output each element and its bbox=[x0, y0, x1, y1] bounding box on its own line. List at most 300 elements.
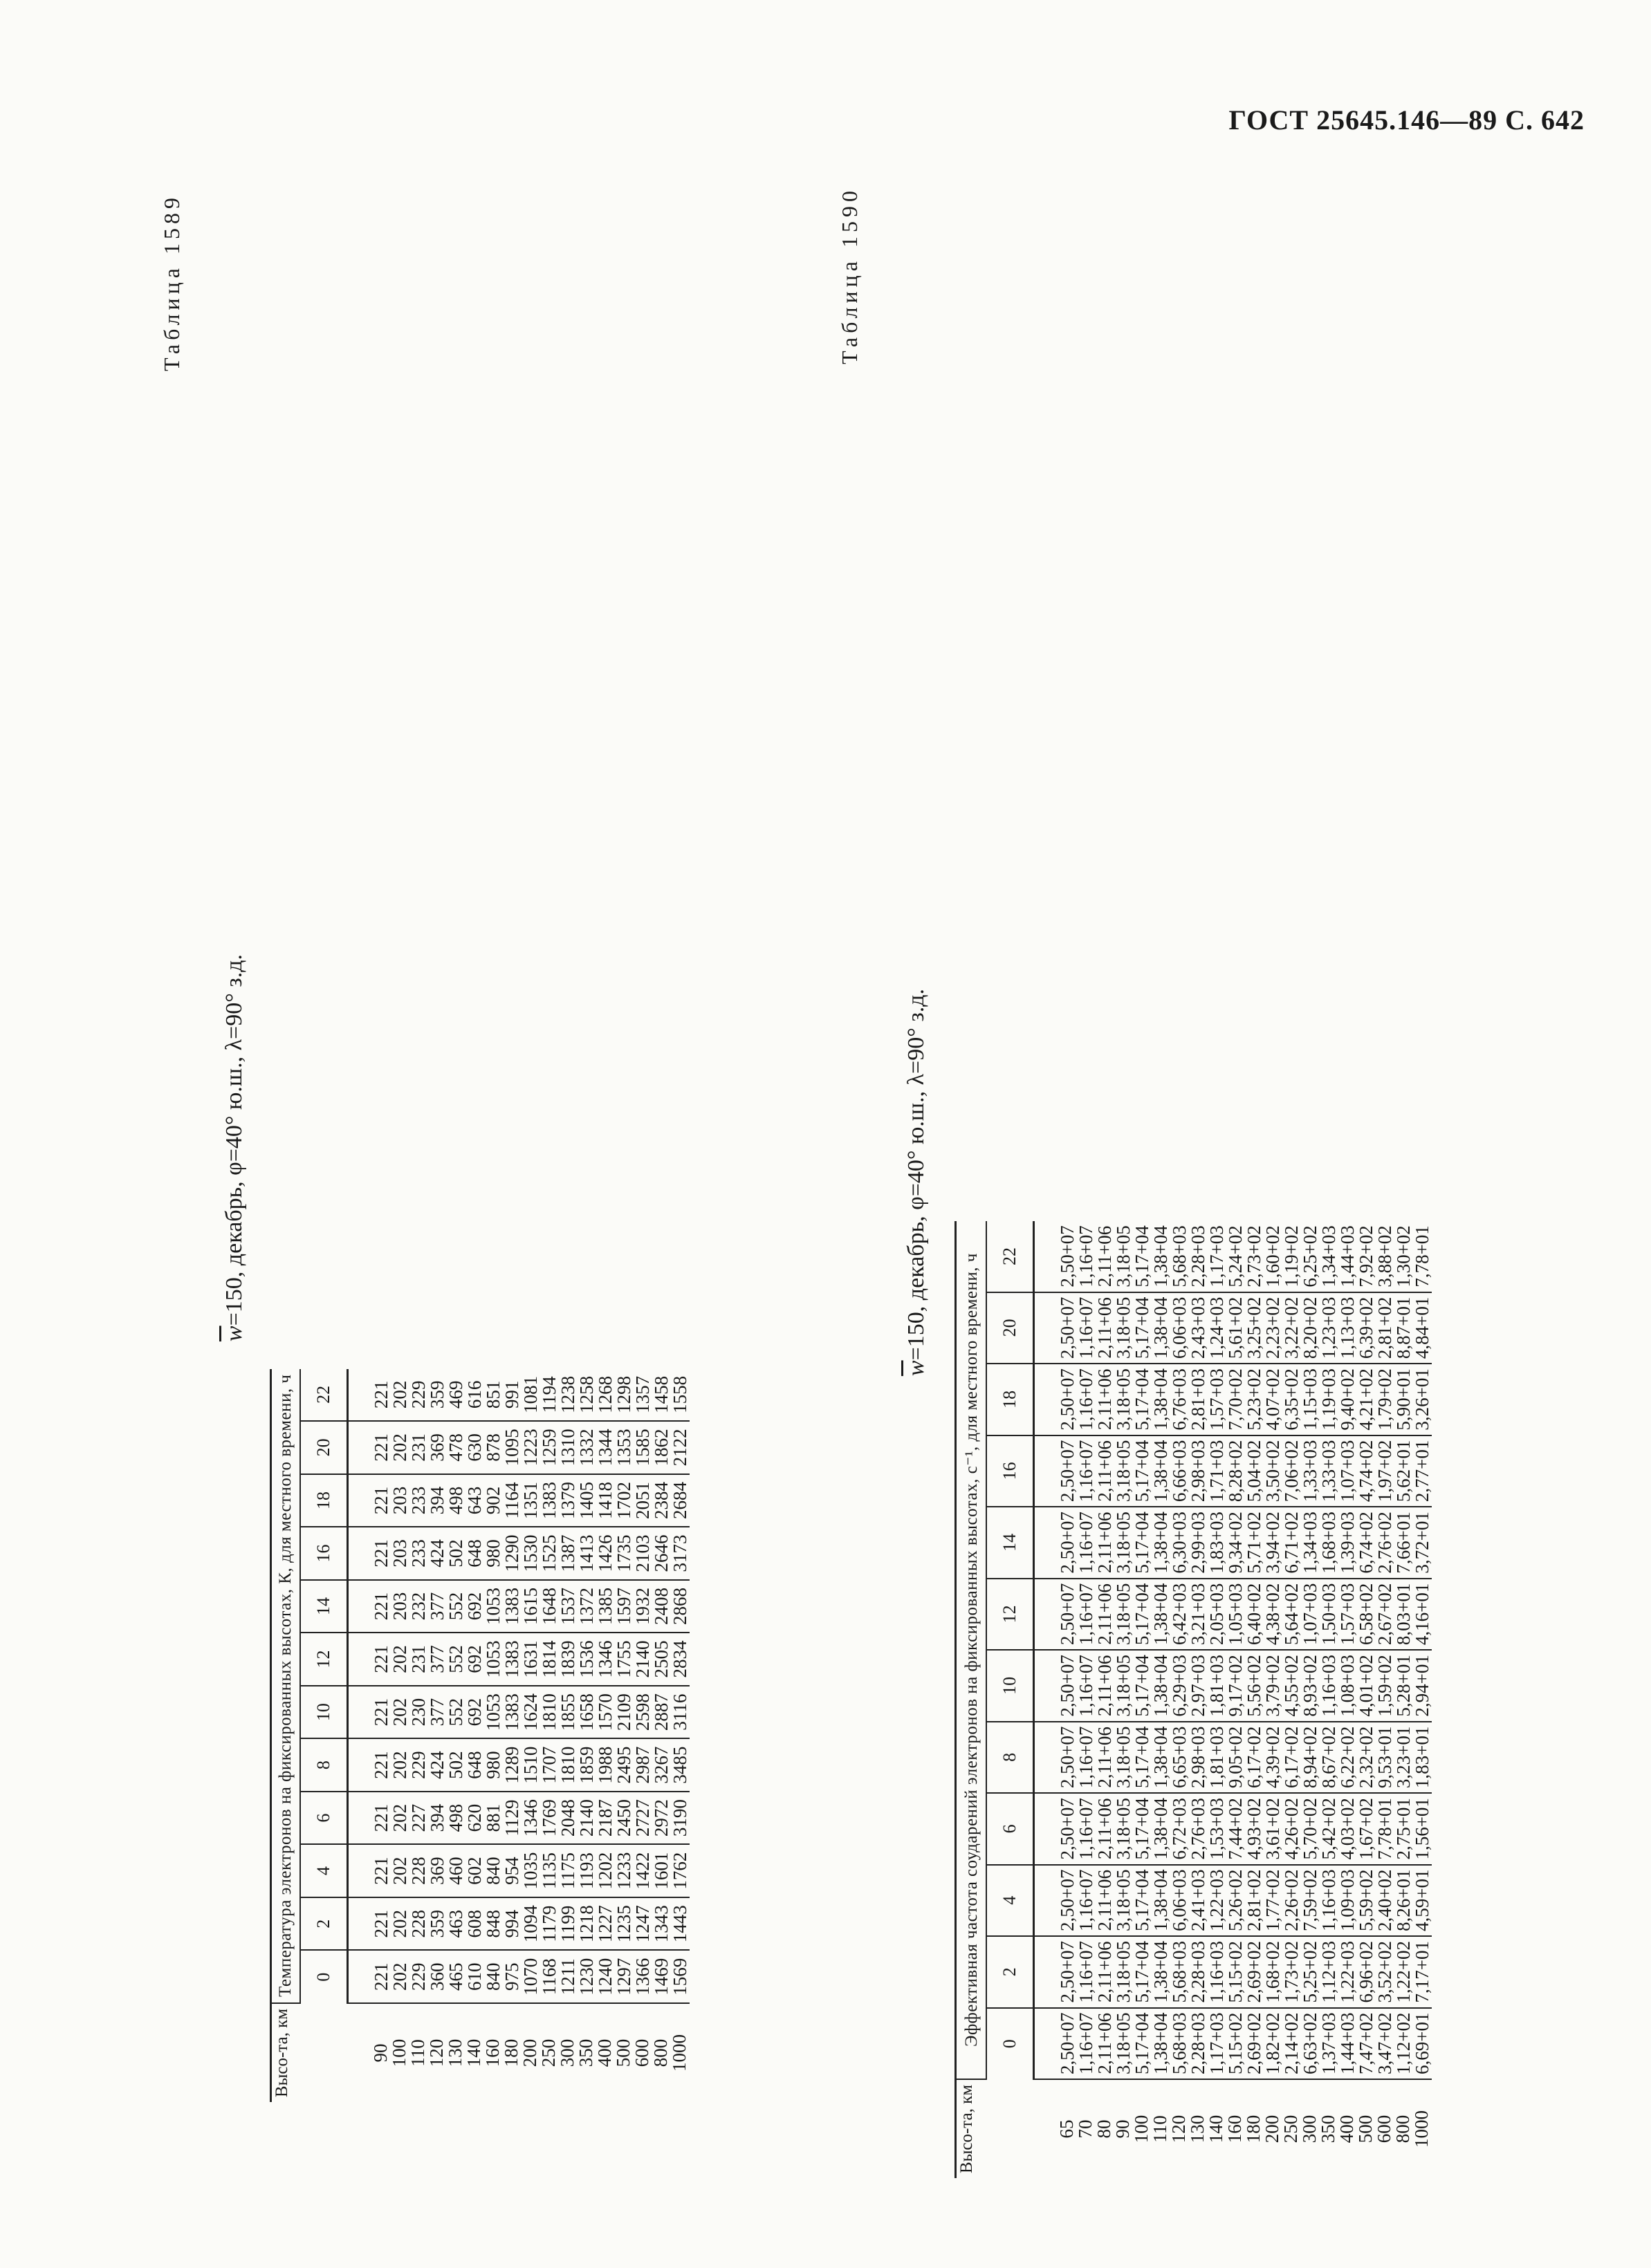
cell-value: 1,38+04 bbox=[1150, 1869, 1171, 1932]
hour-header: 22 bbox=[986, 1221, 1034, 1292]
cell-value: 8,87+01 bbox=[1393, 1296, 1414, 1359]
cell-value: 1,77+02 bbox=[1262, 1869, 1283, 1932]
cell-value: 1,81+03 bbox=[1206, 1655, 1227, 1717]
cell-value: 3267 bbox=[651, 1746, 672, 1784]
cell-value: 1,33+03 bbox=[1300, 1440, 1320, 1503]
cell-value: 692 bbox=[464, 1698, 485, 1727]
cell-value: 991 bbox=[501, 1380, 522, 1409]
cell-value: 2,50+07 bbox=[1057, 1583, 1078, 1646]
cell-value: 377 bbox=[427, 1645, 448, 1673]
hour-header: 0 bbox=[986, 2008, 1034, 2079]
cell-value: 2727 bbox=[632, 1799, 653, 1837]
hour-header: 8 bbox=[300, 1738, 348, 1792]
cell-value: 1227 bbox=[595, 1905, 616, 1943]
cell-value: 980 bbox=[483, 1751, 504, 1779]
cell-value: 980 bbox=[483, 1539, 504, 1568]
cell-value: 9,17+02 bbox=[1225, 1655, 1246, 1717]
altitude-value: 200 bbox=[1261, 2114, 1282, 2144]
cell-value: 1070 bbox=[520, 1958, 541, 1996]
cell-value: 7,44+02 bbox=[1225, 1798, 1246, 1860]
cell-value: 5,04+02 bbox=[1244, 1440, 1264, 1503]
cell-value: 9,53+01 bbox=[1374, 1726, 1395, 1789]
cell-value: 2887 bbox=[651, 1693, 672, 1731]
cell-value: 5,17+04 bbox=[1132, 1655, 1152, 1717]
cell-value: 1,19+03 bbox=[1318, 1368, 1339, 1431]
value-column bbox=[348, 1950, 690, 2003]
cell-value: 1297 bbox=[614, 1958, 634, 1996]
altitude-value: 180 bbox=[1242, 2114, 1264, 2144]
hour-header: 18 bbox=[300, 1474, 348, 1527]
cell-value: 2,11+06 bbox=[1094, 1297, 1115, 1359]
value-column bbox=[348, 1580, 690, 1633]
cell-value: 1,08+03 bbox=[1337, 1655, 1358, 1717]
cell-value: 2,76+02 bbox=[1374, 1512, 1395, 1574]
cell-value: 1426 bbox=[595, 1534, 616, 1572]
cell-value: 5,62+01 bbox=[1393, 1440, 1414, 1503]
cell-value: 7,17+01 bbox=[1412, 1941, 1432, 2003]
cell-value: 2,11+06 bbox=[1094, 1655, 1115, 1717]
cell-value: 2,11+06 bbox=[1094, 1727, 1115, 1788]
cell-value: 221 bbox=[371, 1857, 391, 1885]
cell-value: 3,52+02 bbox=[1374, 1941, 1395, 2003]
cell-value: 7,70+02 bbox=[1225, 1368, 1246, 1431]
cell-value: 5,59+02 bbox=[1356, 1869, 1376, 1932]
cell-value: 233 bbox=[408, 1486, 429, 1515]
cell-value: 1346 bbox=[520, 1799, 541, 1837]
altitude-header: Высо-та, км bbox=[956, 2079, 1034, 2178]
cell-value: 5,68+03 bbox=[1169, 2012, 1190, 2074]
table-title bbox=[221, 194, 248, 2102]
cell-value: 5,24+02 bbox=[1225, 1225, 1246, 1288]
cell-value: 630 bbox=[464, 1433, 485, 1462]
cell-value: 202 bbox=[389, 1751, 410, 1779]
cell-value: 1,73+02 bbox=[1281, 1941, 1302, 2003]
cell-value: 1702 bbox=[614, 1481, 634, 1519]
cell-value: 2,28+03 bbox=[1188, 1941, 1208, 2003]
cell-value: 3,18+05 bbox=[1113, 1655, 1134, 1717]
cell-value: 2,81+03 bbox=[1188, 1368, 1208, 1431]
cell-value: 648 bbox=[464, 1751, 485, 1779]
cell-value: 6,29+03 bbox=[1169, 1655, 1190, 1717]
cell-value: 1988 bbox=[595, 1746, 616, 1784]
cell-value: 3,18+05 bbox=[1113, 1798, 1134, 1860]
cell-value: 552 bbox=[445, 1592, 466, 1621]
value-column bbox=[1034, 1507, 1432, 1578]
cell-value: 2505 bbox=[651, 1640, 672, 1678]
span-header: Эффективная частота соударений электронов на фиксированных высотах, с⁻¹, для местного времени, ч bbox=[956, 1221, 987, 2079]
cell-value: 6,06+03 bbox=[1169, 1869, 1190, 1932]
cell-value: 1569 bbox=[670, 1958, 690, 1996]
cell-value: 2,11+06 bbox=[1094, 1798, 1115, 1860]
cell-value: 5,17+04 bbox=[1132, 1512, 1152, 1574]
value-column bbox=[348, 1792, 690, 1845]
table-title bbox=[903, 187, 930, 2178]
cell-value: 2,11+06 bbox=[1094, 1583, 1115, 1645]
cell-value: 1,82+02 bbox=[1262, 2012, 1283, 2074]
cell-value: 360 bbox=[427, 1962, 448, 1991]
data-table bbox=[270, 1369, 690, 2102]
data-table bbox=[954, 1221, 1432, 2178]
cell-value: 1,16+07 bbox=[1076, 1869, 1096, 1932]
cell-value: 1164 bbox=[501, 1482, 522, 1519]
cell-value: 1,12+02 bbox=[1393, 2012, 1414, 2074]
cell-value: 5,25+02 bbox=[1300, 1941, 1320, 2003]
cell-value: 1,16+07 bbox=[1076, 1225, 1096, 1288]
cell-value: 231 bbox=[408, 1433, 429, 1462]
cell-value: 469 bbox=[445, 1380, 466, 1409]
cell-value: 1458 bbox=[651, 1375, 672, 1413]
cell-value: 6,74+02 bbox=[1356, 1512, 1376, 1574]
cell-value: 1810 bbox=[539, 1693, 560, 1731]
cell-value: 6,96+02 bbox=[1356, 1941, 1376, 2003]
cell-value: 221 bbox=[371, 1698, 391, 1727]
cell-value: 1615 bbox=[520, 1588, 541, 1626]
cell-value: 1,16+03 bbox=[1318, 1869, 1339, 1932]
cell-value: 424 bbox=[427, 1539, 448, 1568]
cell-value: 2,40+02 bbox=[1374, 1869, 1395, 1932]
cell-value: 1,16+07 bbox=[1076, 1798, 1096, 1860]
altitude-value: 70 bbox=[1074, 2119, 1096, 2139]
cell-value: 1,38+04 bbox=[1150, 1440, 1171, 1503]
cell-value: 202 bbox=[389, 1380, 410, 1409]
cell-value: 602 bbox=[464, 1857, 485, 1885]
value-column bbox=[1034, 1793, 1432, 1864]
cell-value: 498 bbox=[445, 1803, 466, 1832]
cell-value: 3,21+03 bbox=[1188, 1583, 1208, 1646]
cell-value: 3,18+05 bbox=[1113, 1941, 1134, 2003]
title-w-symbol: $\overline{w}$ bbox=[903, 1360, 929, 1377]
cell-value: 1,60+02 bbox=[1262, 1225, 1283, 1288]
cell-value: 2,73+02 bbox=[1244, 1225, 1264, 1288]
cell-value: 4,93+02 bbox=[1244, 1798, 1264, 1860]
cell-value: 5,15+02 bbox=[1225, 2012, 1246, 2074]
cell-value: 2,50+07 bbox=[1057, 1440, 1078, 1503]
altitude-value: 600 bbox=[1373, 2114, 1394, 2144]
cell-value: 5,17+04 bbox=[1132, 1869, 1152, 1932]
cell-value: 4,21+02 bbox=[1356, 1368, 1376, 1431]
cell-value: 1,13+03 bbox=[1337, 1296, 1358, 1359]
cell-value: 1,07+03 bbox=[1337, 1440, 1358, 1503]
cell-value: 2408 bbox=[651, 1588, 672, 1626]
hour-header: 22 bbox=[300, 1369, 348, 1422]
cell-value: 2,94+01 bbox=[1412, 1655, 1432, 1717]
cell-value: 2140 bbox=[576, 1799, 597, 1837]
cell-value: 5,68+03 bbox=[1169, 1225, 1190, 1288]
cell-value: 1,38+04 bbox=[1150, 1225, 1171, 1288]
cell-value: 1932 bbox=[632, 1588, 653, 1626]
cell-value: 5,17+04 bbox=[1132, 2012, 1152, 2074]
cell-value: 229 bbox=[408, 1962, 429, 1991]
cell-value: 1383 bbox=[501, 1693, 522, 1731]
cell-value: 1,81+03 bbox=[1206, 1726, 1227, 1789]
altitude-value: 120 bbox=[1168, 2114, 1189, 2144]
cell-value: 1035 bbox=[520, 1852, 541, 1890]
cell-value: 5,28+01 bbox=[1393, 1655, 1414, 1717]
hour-header: 20 bbox=[300, 1421, 348, 1474]
cell-value: 359 bbox=[427, 1909, 448, 1938]
altitude-value: 130 bbox=[1186, 2114, 1208, 2144]
table-body-row bbox=[1034, 1221, 1432, 2178]
cell-value: 4,74+02 bbox=[1356, 1440, 1376, 1503]
cell-value: 1537 bbox=[557, 1588, 578, 1626]
cell-value: 2,43+03 bbox=[1188, 1296, 1208, 1359]
cell-value: 2187 bbox=[595, 1799, 616, 1837]
cell-value: 1510 bbox=[520, 1746, 541, 1784]
altitude-value: 65 bbox=[1055, 2119, 1077, 2139]
altitude-value: 350 bbox=[575, 2038, 596, 2067]
cell-value: 1247 bbox=[632, 1905, 653, 1943]
cell-value: 1769 bbox=[539, 1799, 560, 1837]
cell-value: 1385 bbox=[595, 1588, 616, 1626]
cell-value: 2646 bbox=[651, 1534, 672, 1572]
cell-value: 552 bbox=[445, 1698, 466, 1727]
cell-value: 1,71+03 bbox=[1206, 1440, 1227, 1503]
cell-value: 840 bbox=[483, 1857, 504, 1885]
cell-value: 7,92+02 bbox=[1356, 1225, 1376, 1288]
cell-value: 1631 bbox=[520, 1640, 541, 1678]
cell-value: 1,38+04 bbox=[1150, 1798, 1171, 1860]
cell-value: 3,18+05 bbox=[1113, 1225, 1134, 1288]
cell-value: 8,67+02 bbox=[1318, 1726, 1339, 1789]
cell-value: 5,17+04 bbox=[1132, 1798, 1152, 1860]
value-column bbox=[348, 1844, 690, 1897]
cell-value: 3,18+05 bbox=[1113, 1583, 1134, 1646]
cell-value: 2103 bbox=[632, 1534, 653, 1572]
cell-value: 1469 bbox=[651, 1958, 672, 1996]
cell-value: 1240 bbox=[595, 1958, 616, 1996]
cell-value: 6,25+02 bbox=[1300, 1225, 1320, 1288]
altitude-value: 100 bbox=[1130, 2114, 1152, 2144]
cell-value: 5,90+01 bbox=[1393, 1368, 1414, 1431]
cell-value: 7,78+01 bbox=[1374, 1798, 1395, 1860]
hour-header: 4 bbox=[986, 1865, 1034, 1936]
hour-header: 8 bbox=[986, 1722, 1034, 1793]
cell-value: 2,69+02 bbox=[1244, 1941, 1264, 2003]
cell-value: 1,17+03 bbox=[1206, 2012, 1227, 2074]
cell-value: 3,18+05 bbox=[1113, 1869, 1134, 1932]
cell-value: 2,81+02 bbox=[1244, 1869, 1264, 1932]
cell-value: 1,22+02 bbox=[1393, 1941, 1414, 2003]
cell-value: 377 bbox=[427, 1592, 448, 1621]
cell-value: 2,11+06 bbox=[1094, 1941, 1115, 2003]
hour-header-row bbox=[300, 1369, 348, 2102]
cell-value: 2598 bbox=[632, 1693, 653, 1731]
cell-value: 1,50+03 bbox=[1318, 1583, 1339, 1646]
cell-value: 2,97+03 bbox=[1188, 1655, 1208, 1717]
altitude-value: 350 bbox=[1317, 2114, 1338, 2144]
cell-value: 1,16+07 bbox=[1076, 1512, 1096, 1574]
value-column bbox=[348, 1738, 690, 1792]
altitude-value: 250 bbox=[1280, 2114, 1301, 2144]
value-column bbox=[1034, 1865, 1432, 1936]
hour-header: 6 bbox=[986, 1793, 1034, 1864]
cell-value: 1,05+03 bbox=[1225, 1583, 1246, 1646]
cell-value: 1,22+03 bbox=[1337, 1941, 1358, 2003]
cell-value: 5,17+04 bbox=[1132, 1368, 1152, 1431]
cell-value: 3,23+01 bbox=[1393, 1726, 1414, 1789]
cell-value: 648 bbox=[464, 1539, 485, 1568]
hour-header-row bbox=[986, 1221, 1034, 2178]
cell-value: 1707 bbox=[539, 1746, 560, 1784]
cell-value: 221 bbox=[371, 1909, 391, 1938]
cell-value: 2109 bbox=[614, 1693, 634, 1731]
cell-value: 3,61+02 bbox=[1262, 1798, 1283, 1860]
cell-value: 2,98+03 bbox=[1188, 1440, 1208, 1503]
cell-value: 6,69+01 bbox=[1412, 2012, 1432, 2074]
cell-value: 1223 bbox=[520, 1429, 541, 1467]
cell-value: 1525 bbox=[539, 1534, 560, 1572]
altitude-value: 400 bbox=[1336, 2114, 1357, 2144]
cell-value: 1211 bbox=[557, 1958, 578, 1996]
cell-value: 1735 bbox=[614, 1534, 634, 1572]
cell-value: 1,57+03 bbox=[1337, 1583, 1358, 1646]
cell-value: 1,12+03 bbox=[1318, 1941, 1339, 2003]
cell-value: 1,83+03 bbox=[1206, 1512, 1227, 1574]
value-column bbox=[1034, 1936, 1432, 2007]
cell-value: 1,16+07 bbox=[1076, 1941, 1096, 2003]
cell-value: 5,68+03 bbox=[1169, 1941, 1190, 2003]
cell-value: 5,17+04 bbox=[1132, 1440, 1152, 1503]
cell-value: 229 bbox=[408, 1380, 429, 1409]
cell-value: 1053 bbox=[483, 1693, 504, 1731]
cell-value: 6,66+03 bbox=[1169, 1440, 1190, 1503]
cell-value: 369 bbox=[427, 1433, 448, 1462]
cell-value: 2,50+07 bbox=[1057, 1726, 1078, 1789]
cell-value: 1095 bbox=[501, 1429, 522, 1467]
cell-value: 6,39+02 bbox=[1356, 1296, 1376, 1359]
cell-value: 2,69+02 bbox=[1244, 2012, 1264, 2074]
cell-value: 1135 bbox=[539, 1852, 560, 1890]
cell-value: 4,39+02 bbox=[1262, 1726, 1283, 1789]
cell-value: 3173 bbox=[670, 1534, 690, 1572]
cell-value: 230 bbox=[408, 1698, 429, 1727]
cell-value: 1,56+01 bbox=[1412, 1798, 1432, 1860]
cell-value: 1,38+04 bbox=[1150, 1296, 1171, 1359]
cell-value: 1597 bbox=[614, 1588, 634, 1626]
cell-value: 4,26+02 bbox=[1281, 1798, 1302, 1860]
cell-value: 1383 bbox=[539, 1481, 560, 1519]
cell-value: 203 bbox=[389, 1592, 410, 1621]
cell-value: 3,25+02 bbox=[1244, 1296, 1264, 1359]
cell-value: 2,28+03 bbox=[1188, 1225, 1208, 1288]
altitude-value: 400 bbox=[593, 2038, 615, 2067]
cell-value: 1,23+03 bbox=[1318, 1296, 1339, 1359]
cell-value: 2,14+02 bbox=[1281, 2012, 1302, 2074]
cell-value: 369 bbox=[427, 1857, 448, 1885]
cell-value: 1,57+03 bbox=[1206, 1368, 1227, 1431]
value-column bbox=[348, 1527, 690, 1580]
cell-value: 1,97+02 bbox=[1374, 1440, 1395, 1503]
cell-value: 1383 bbox=[501, 1640, 522, 1678]
value-column bbox=[348, 1421, 690, 1474]
hour-header: 2 bbox=[986, 1936, 1034, 2007]
cell-value: 1413 bbox=[576, 1534, 597, 1572]
cell-value: 1,44+03 bbox=[1337, 1225, 1358, 1288]
cell-value: 2,77+01 bbox=[1412, 1440, 1432, 1503]
cell-value: 1094 bbox=[520, 1905, 541, 1943]
cell-value: 221 bbox=[371, 1433, 391, 1462]
cell-value: 610 bbox=[464, 1962, 485, 1991]
cell-value: 1366 bbox=[632, 1958, 653, 1996]
cell-value: 2,81+02 bbox=[1374, 1296, 1395, 1359]
cell-value: 5,17+04 bbox=[1132, 1225, 1152, 1288]
cell-value: 2,11+06 bbox=[1094, 1870, 1115, 1931]
cell-value: 6,72+03 bbox=[1169, 1798, 1190, 1860]
cell-value: 7,78+01 bbox=[1412, 1225, 1432, 1288]
cell-value: 3,26+01 bbox=[1412, 1368, 1432, 1431]
cell-value: 1601 bbox=[651, 1852, 672, 1890]
cell-value: 394 bbox=[427, 1486, 448, 1515]
cell-value: 3,88+02 bbox=[1374, 1225, 1395, 1288]
cell-value: 5,17+04 bbox=[1132, 1941, 1152, 2003]
cell-value: 1648 bbox=[539, 1588, 560, 1626]
cell-value: 4,59+01 bbox=[1412, 1869, 1432, 1932]
altitude-value: 90 bbox=[369, 2043, 391, 2063]
value-column bbox=[348, 1369, 690, 1422]
altitude-column bbox=[348, 2003, 690, 2102]
cell-value: 1,16+07 bbox=[1076, 1583, 1096, 1646]
cell-value: 3485 bbox=[670, 1746, 690, 1784]
cell-value: 851 bbox=[483, 1380, 504, 1409]
cell-value: 1343 bbox=[651, 1905, 672, 1943]
cell-value: 202 bbox=[389, 1698, 410, 1727]
cell-value: 6,17+02 bbox=[1244, 1726, 1264, 1789]
cell-value: 1,24+03 bbox=[1206, 1296, 1227, 1359]
cell-value: 6,71+02 bbox=[1281, 1512, 1302, 1574]
cell-value: 6,17+02 bbox=[1281, 1726, 1302, 1789]
cell-value: 4,03+02 bbox=[1337, 1798, 1358, 1860]
cell-value: 229 bbox=[408, 1751, 429, 1779]
cell-value: 1,68+02 bbox=[1262, 1941, 1283, 2003]
cell-value: 1558 bbox=[670, 1375, 690, 1413]
cell-value: 1,38+04 bbox=[1150, 1941, 1171, 2003]
hour-header: 18 bbox=[986, 1364, 1034, 1435]
cell-value: 1235 bbox=[614, 1905, 634, 1943]
cell-value: 643 bbox=[464, 1486, 485, 1515]
cell-value: 228 bbox=[408, 1909, 429, 1938]
cell-value: 2,67+02 bbox=[1374, 1583, 1395, 1646]
cell-value: 377 bbox=[427, 1698, 448, 1727]
cell-value: 1199 bbox=[557, 1905, 578, 1942]
cell-value: 233 bbox=[408, 1539, 429, 1568]
cell-value: 1310 bbox=[557, 1429, 578, 1467]
cell-value: 460 bbox=[445, 1857, 466, 1885]
cell-value: 1,38+04 bbox=[1150, 1655, 1171, 1717]
cell-value: 221 bbox=[371, 1645, 391, 1673]
cell-value: 1,53+03 bbox=[1206, 1798, 1227, 1860]
cell-value: 2,26+02 bbox=[1281, 1869, 1302, 1932]
cell-value: 620 bbox=[464, 1803, 485, 1832]
cell-value: 8,93+02 bbox=[1300, 1655, 1320, 1717]
cell-value: 1194 bbox=[539, 1376, 560, 1413]
hour-header: 16 bbox=[300, 1527, 348, 1580]
cell-value: 1,16+07 bbox=[1076, 2012, 1096, 2074]
cell-value: 202 bbox=[389, 1909, 410, 1938]
altitude-value: 180 bbox=[500, 2038, 522, 2067]
hour-header: 10 bbox=[300, 1686, 348, 1739]
cell-value: 1536 bbox=[576, 1640, 597, 1678]
cell-value: 9,40+02 bbox=[1337, 1368, 1358, 1431]
cell-value: 2,50+07 bbox=[1057, 1798, 1078, 1860]
cell-value: 1,22+03 bbox=[1206, 1869, 1227, 1932]
page-header: ГОСТ 25645.146—89 С. 642 bbox=[1228, 104, 1585, 136]
cell-value: 1422 bbox=[632, 1852, 653, 1890]
cell-value: 424 bbox=[427, 1751, 448, 1779]
cell-value: 1,16+07 bbox=[1076, 1296, 1096, 1359]
cell-value: 1,07+03 bbox=[1300, 1583, 1320, 1646]
table-1590-block bbox=[837, 187, 1625, 2178]
cell-value: 2,28+03 bbox=[1188, 2012, 1208, 2074]
